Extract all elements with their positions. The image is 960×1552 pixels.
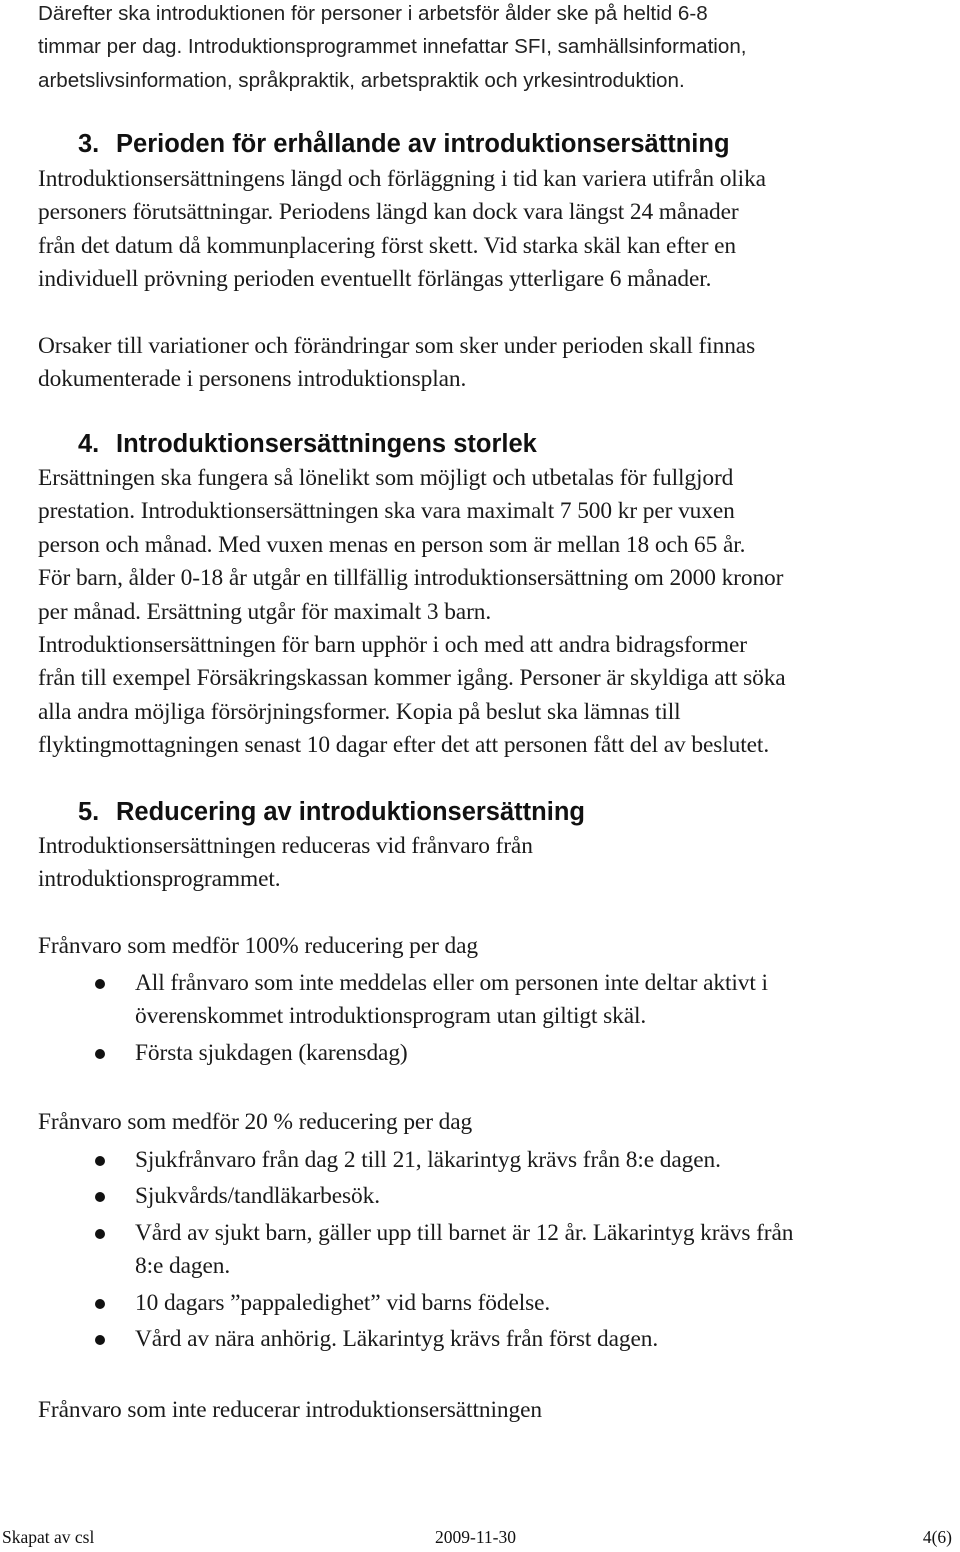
text-line: introduktionsprogrammet. [38, 866, 281, 893]
list-item [0, 1323, 960, 1356]
text-line: 10 dagars ”pappaledighet” vid barns födelse. [135, 1289, 551, 1316]
section-title: Perioden för erhållande av introduktionsersättning [116, 130, 730, 158]
section-4-heading [78, 429, 537, 459]
text-line: Introduktionsersättningens längd och förläggning i tid kan variera utifrån olika [38, 166, 766, 192]
section-5-paragraph [38, 830, 960, 897]
text-line: arbetslivsinformation, språkpraktik, arbetspraktik och yrkesintroduktion. [38, 68, 685, 92]
section-number: 5. [78, 798, 100, 826]
section-3-heading [78, 129, 730, 159]
text-line: Sjukfrånvaro från dag 2 till 21, läkarintyg krävs från 8:e dagen. [135, 1147, 721, 1173]
section-4-paragraph [38, 462, 960, 763]
text-line: alla andra möjliga försörjningsformer. Kopia på beslut ska lämnas till [38, 698, 681, 725]
bullet-icon [95, 1156, 105, 1166]
section-title: Introduktionsersättningens storlek [116, 430, 537, 458]
text-line: överenskommet introduktionsprogram utan giltigt skäl. [135, 1003, 647, 1030]
section-number: 4. [78, 430, 100, 458]
text-line: Orsaker till variationer och förändringar som sker under perioden skall finnas [38, 333, 756, 359]
text-line: person och månad. Med vuxen menas en person som är mellan 18 och 65 år. [38, 531, 746, 558]
text-line: från det datum då kommunplacering först skett. Vid starka skäl kan efter en [38, 232, 737, 259]
text-line: Frånvaro som medför 100% reducering per dag [38, 933, 478, 959]
text-line: Introduktionsersättningen reduceras vid frånvaro från [38, 833, 533, 859]
bullet-icon [95, 979, 105, 989]
text-line: Sjukvårds/tandläkarbesök. [135, 1183, 380, 1210]
text-line: individuell prövning perioden eventuellt förlängas ytterligare 6 månader. [38, 266, 712, 293]
text-line: personers förutsättningar. Periodens längd kan dock vara längst 24 månader [38, 199, 739, 226]
list-item [0, 1144, 960, 1177]
footer-page-number: 4(6) [922, 1527, 952, 1547]
footer-date: 2009-11-30 [435, 1527, 517, 1547]
text-line: Ersättningen ska fungera så lönelikt som möjligt och utbetalas för fullgjord [38, 465, 734, 491]
text-line: Första sjukdagen (karensdag) [135, 1039, 408, 1066]
list-item [0, 1180, 960, 1213]
list-item [0, 1287, 960, 1320]
bullet-icon [95, 1299, 105, 1309]
text-line: All frånvaro som inte meddelas eller om personen inte deltar aktivt i [135, 970, 768, 996]
list-item [0, 967, 960, 1034]
bullet-icon [95, 1049, 105, 1059]
section-number: 3. [78, 130, 100, 158]
text-line: Frånvaro som inte reducerar introduktionsersättningen [38, 1397, 542, 1423]
partial-reduction-heading [38, 1106, 960, 1139]
text-line: prestation. Introduktionsersättningen ska vara maximalt 7 500 kr per vuxen [38, 498, 735, 525]
section-3-paragraph-2 [38, 330, 960, 397]
full-reduction-heading [38, 930, 960, 963]
text-line: Vård av nära anhörig. Läkarintyg krävs från först dagen. [135, 1326, 659, 1353]
text-line: Vård av sjukt barn, gäller upp till barnet är 12 år. Läkarintyg krävs från [135, 1219, 794, 1246]
bullet-icon [95, 1335, 105, 1345]
footer-author: Skapat av csl [2, 1527, 95, 1547]
section-3-paragraph [38, 163, 960, 297]
list-item [0, 1037, 960, 1070]
text-line: per månad. Ersättning utgår för maximalt 3 barn. [38, 598, 492, 625]
section-5-heading [78, 797, 585, 827]
text-line: timmar per dag. Introduktionsprogrammet innefattar SFI, samhällsinformation, [38, 35, 747, 59]
bullet-icon [95, 1229, 105, 1239]
list-item [0, 1217, 960, 1284]
bullet-icon [95, 1192, 105, 1202]
text-line: flyktingmottagningen senast 10 dagar efter det att personen fått del av beslutet. [38, 732, 770, 759]
text-line: Frånvaro som medför 20 % reducering per dag [38, 1109, 473, 1135]
text-line: För barn, ålder 0-18 år utgår en tillfällig introduktionsersättning om 2000 kronor [38, 565, 784, 592]
text-line: dokumenterade i personens introduktionsplan. [38, 366, 467, 393]
intro-paragraph [38, 0, 960, 97]
section-title: Reducering av introduktionsersättning [116, 798, 585, 826]
text-line: från till exempel Försäkringskassan kommer igång. Personer är skyldiga att söka [38, 665, 786, 692]
no-reduction-heading [38, 1394, 960, 1427]
full-reduction-list [0, 967, 960, 1070]
text-line: 8:e dagen. [135, 1253, 231, 1280]
text-line: Därefter ska introduktionen för personer i arbetsför ålder ske på heltid 6-8 [38, 2, 708, 25]
partial-reduction-list [0, 1144, 960, 1356]
text-line: Introduktionsersättningen för barn upphör i och med att andra bidragsformer [38, 632, 747, 659]
